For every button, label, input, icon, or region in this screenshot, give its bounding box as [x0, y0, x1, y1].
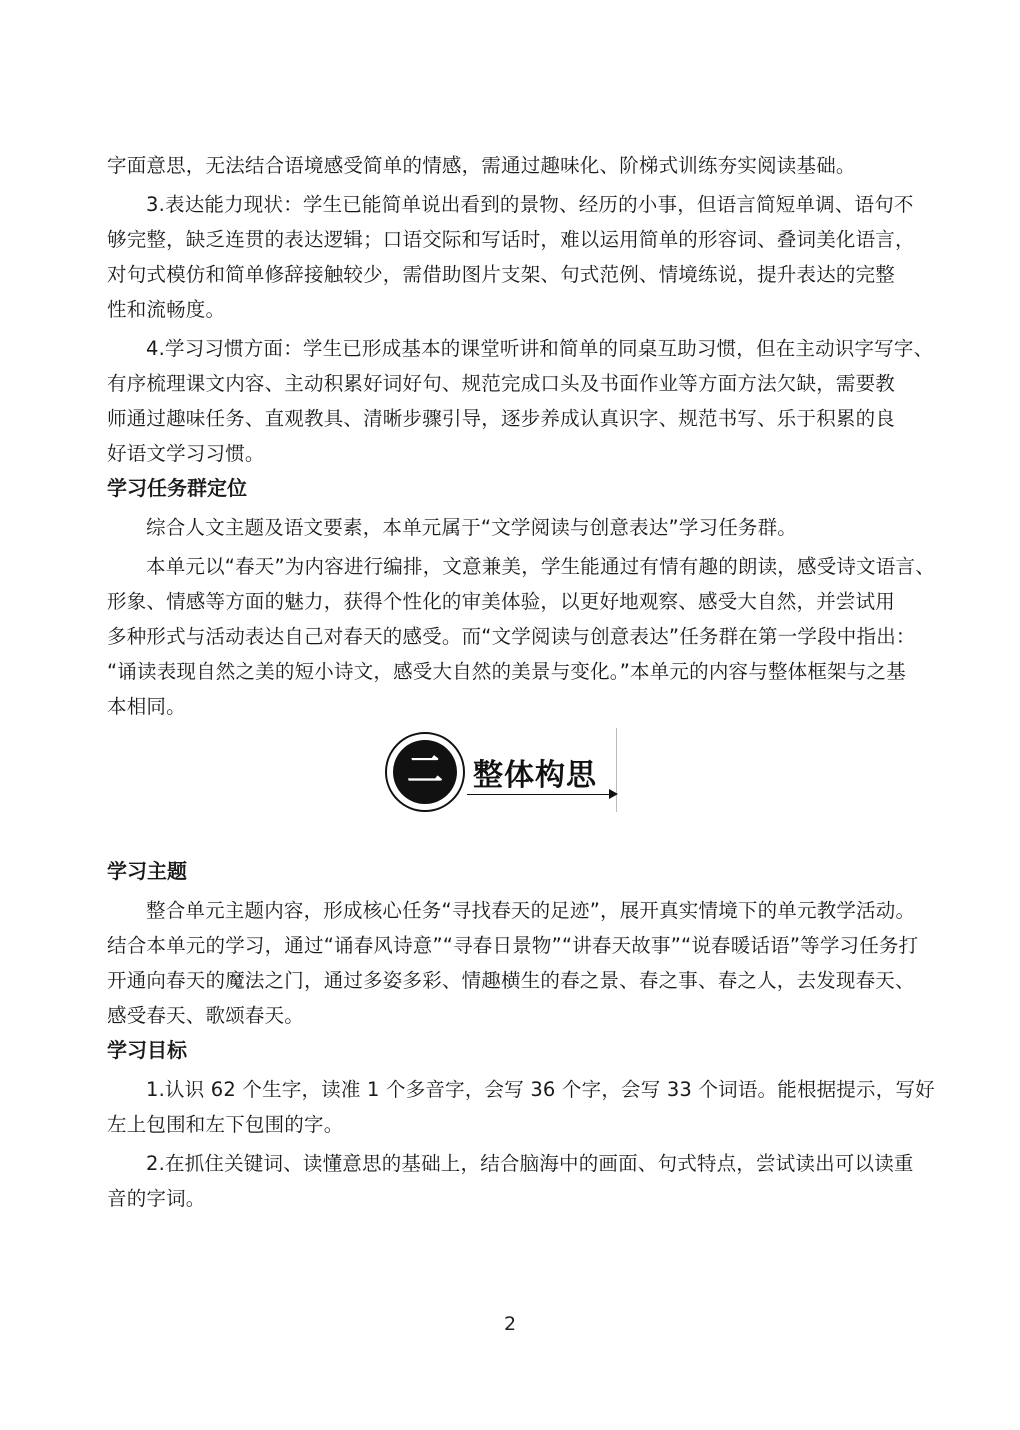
paragraph-expression-ability [107, 187, 915, 327]
page-number: 2 [503, 1313, 517, 1335]
banner-number: 二 [393, 740, 457, 804]
section-heading-goals: 学习目标 [107, 1038, 187, 1062]
paragraph-reading-basis [107, 148, 915, 183]
paragraph-theme [107, 893, 919, 1033]
text-line: “诵读表现自然之美的短小诗文，感受大自然的美景与变化。”本单元的内容与整体框架与之基 [107, 660, 906, 683]
text-line: 形象、情感等方面的魅力，获得个性化的审美体验，以更好地观察、感受大自然，并尝试用 [107, 590, 896, 613]
text-line: 开通向春天的魔法之门，通过多姿多彩、情趣横生的春之景、春之事、春之人，去发现春天、 [107, 969, 915, 992]
text-line: 多种形式与活动表达自己对春天的感受。而“文学阅读与创意表达”任务群在第一学段中指出： [107, 625, 916, 648]
text-line: 3.表达能力现状：学生已能简单说出看到的景物、经历的小事，但语言简短单调、语句不 [146, 193, 914, 216]
document-body [107, 148, 935, 1216]
text-line: 2.在抓住关键词、读懂意思的基础上，结合脑海中的画面、句式特点，尝试读出可以读重 [146, 1152, 914, 1175]
text-line: 综合人文主题及语文要素，本单元属于“文学阅读与创意表达”学习任务群。 [146, 516, 798, 539]
text-line: 本相同。 [107, 695, 186, 718]
banner-divider [616, 728, 617, 812]
section-banner [107, 728, 915, 846]
text-line: 师通过趣味任务、直观教具、清晰步骤引导，逐步养成认真识字、规范书写、乐于积累的良 [107, 407, 896, 430]
text-line: 够完整，缺乏连贯的表达逻辑；口语交际和写话时，难以运用简单的形容词、叠词美化语言， [107, 228, 915, 251]
section-heading-theme: 学习主题 [107, 859, 187, 883]
text-line: 对句式模仿和简单修辞接触较少，需借助图片支架、句式范例、情境练说，提升表达的完整 [107, 263, 896, 286]
banner-number-badge [385, 732, 465, 812]
text-line: 左上包围和左下包围的字。 [107, 1113, 344, 1136]
text-line: 1.认识 62 个生字，读准 1 个多音字，会写 36 个字，会写 33 个词语。能根据提示，写好 [146, 1078, 935, 1101]
section-heading-task-group: 学习任务群定位 [107, 476, 247, 500]
paragraph-goal-2 [107, 1146, 915, 1216]
text-line: 音的字词。 [107, 1187, 206, 1210]
paragraph-task-group-detail [107, 549, 935, 724]
banner-title: 整体构思 [473, 758, 597, 793]
text-line: 性和流畅度。 [107, 298, 226, 321]
paragraph-learning-habits [107, 331, 934, 471]
text-line: 整合单元主题内容，形成核心任务“寻找春天的足迹”，展开真实情境下的单元教学活动。 [146, 899, 916, 922]
arrow-line [467, 794, 611, 795]
text-line: 有序梳理课文内容、主动积累好词好句、规范完成口头及书面作业等方面方法欠缺，需要教 [107, 372, 896, 395]
text-line: 好语文学习习惯。 [107, 442, 265, 465]
text-line: 结合本单元的学习，通过“诵春风诗意”“寻春日景物”“讲春天故事”“说春暖话语”等学习任务打 [107, 934, 919, 957]
text-line: 本单元以“春天”为内容进行编排，文意兼美，学生能通过有情有趣的朗读，感受诗文语言、 [146, 555, 935, 578]
text-line: 字面意思，无法结合语境感受简单的情感，需通过趣味化、阶梯式训练夯实阅读基础。 [107, 154, 856, 177]
arrow-right-icon [609, 789, 618, 799]
text-line: 感受春天、歌颂春天。 [107, 1004, 305, 1027]
paragraph-goal-1 [107, 1072, 935, 1142]
text-line: 4.学习习惯方面：学生已形成基本的课堂听讲和简单的同桌互助习惯，但在主动识字写字、 [146, 337, 934, 360]
